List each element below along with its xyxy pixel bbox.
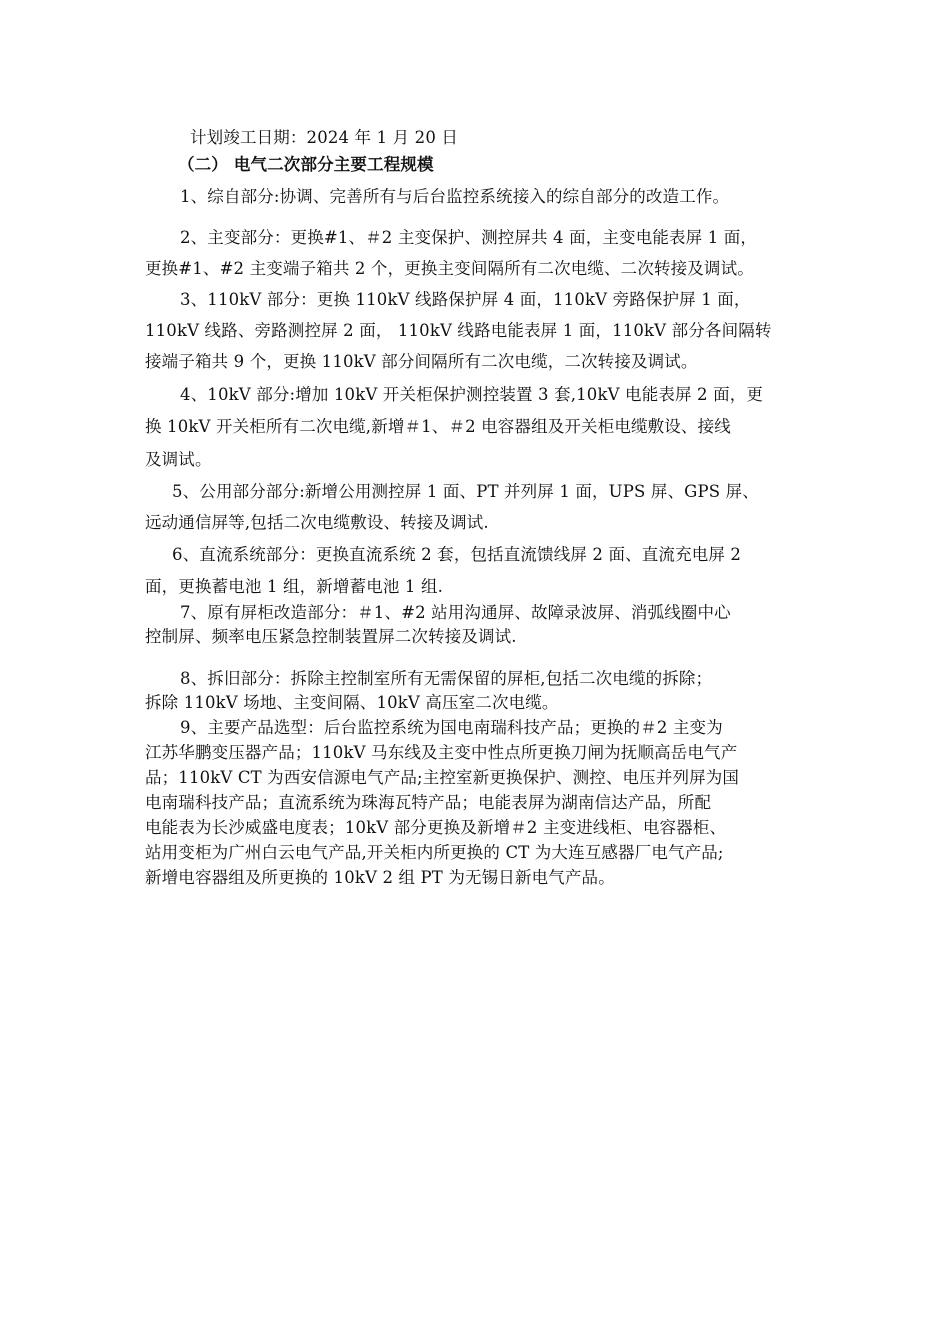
item-9-line-2: 江苏华鹏变压器产品；110kV 马东线及主变中性点所更换刀闸为抚顺高岳电气产 (145, 743, 738, 762)
item-5-line-2: 远动通信屏等,包括二次电缆敷设、转接及调试. (145, 513, 489, 532)
item-3-line-3: 接端子箱共 9 个，更换 110kV 部分间隔所有二次电缆，二次转接及调试。 (145, 352, 698, 371)
item-2-line-1: 2、主变部分：更换#1、＃2 主变保护、测控屏共 4 面，主变电能表屏 1 面， (180, 228, 758, 247)
item-9-line-7: 新增电容器组及所更换的 10kV 2 组 PT 为无锡日新电气产品。 (145, 868, 615, 887)
item-9-line-6: 站用变柜为广州白云电气产品,开关柜内所更换的 CT 为大连互感器厂电气产品; (145, 843, 724, 862)
item-3-line-2: 110kV 线路、旁路测控屏 2 面， 110kV 线路电能表屏 1 面，110kV 部分各间隔转 (145, 321, 772, 340)
item-4-line-2: 换 10kV 开关柜所有二次电缆,新增＃1、＃2 电容器组及开关柜电缆敷设、接线 (145, 417, 731, 436)
item-7-line-2: 控制屏、频率电压紧急控制装置屏二次转接及调试. (145, 627, 517, 646)
item-3-line-1: 3、110kV 部分：更换 110kV 线路保护屏 4 面，110kV 旁路保护屏 1 面， (180, 290, 751, 309)
item-6-line-2: 面，更换蓄电池 1 组，新增蓄电池 1 组. (145, 577, 444, 596)
item-9-line-5: 电能表为长沙威盛电度表；10kV 部分更换及新增＃2 主变进线柜、电容器柜、 (145, 818, 727, 837)
item-4-line-1: 4、10kV 部分:增加 10kV 开关柜保护测控装置 3 套,10kV 电能表屏 2 面，更 (180, 385, 764, 404)
item-9-line-3: 品；110kV CT 为西安信源电气产品;主控室新更换保护、测控、电压并列屏为国 (145, 768, 740, 787)
item-5-line-1: 5、公用部分部分:新增公用测控屏 1 面、PT 并列屏 1 面，UPS 屏、GPS 屏、 (172, 482, 759, 501)
item-4-line-3: 及调试。 (145, 450, 212, 469)
completion-date: 计划竣工日期：2024 年 1 月 20 日 (190, 128, 459, 147)
item-8-line-2: 拆除 110kV 场地、主变间隔、10kV 高压室二次电缆。 (145, 693, 559, 712)
item-9-line-1: 9、主要产品选型：后台监控系统为国电南瑞科技产品；更换的＃2 主变为 (180, 718, 723, 737)
item-2-line-2: 更换#1、#2 主变端子箱共 2 个，更换主变间隔所有二次电缆、二次转接及调试。 (145, 259, 754, 278)
item-8-line-1: 8、拆旧部分：拆除主控制室所有无需保留的屏柜,包括二次电缆的拆除； (180, 669, 713, 688)
item-6-line-1: 6、直流系统部分：更换直流系统 2 套，包括直流馈线屏 2 面、直流充电屏 2 (172, 545, 742, 564)
item-1-line-1: 1、综自部分:协调、完善所有与后台监控系统接入的综自部分的改造工作。 (180, 187, 730, 206)
item-7-line-1: 7、原有屏柜改造部分：＃1、#2 站用沟通屏、故障录波屏、消弧线圈中心 (180, 603, 731, 622)
section-heading: （二） 电气二次部分主要工程规模 (178, 155, 434, 174)
item-9-line-4: 电南瑞科技产品；直流系统为珠海瓦特产品；电能表屏为湖南信达产品，所配 (145, 793, 712, 812)
